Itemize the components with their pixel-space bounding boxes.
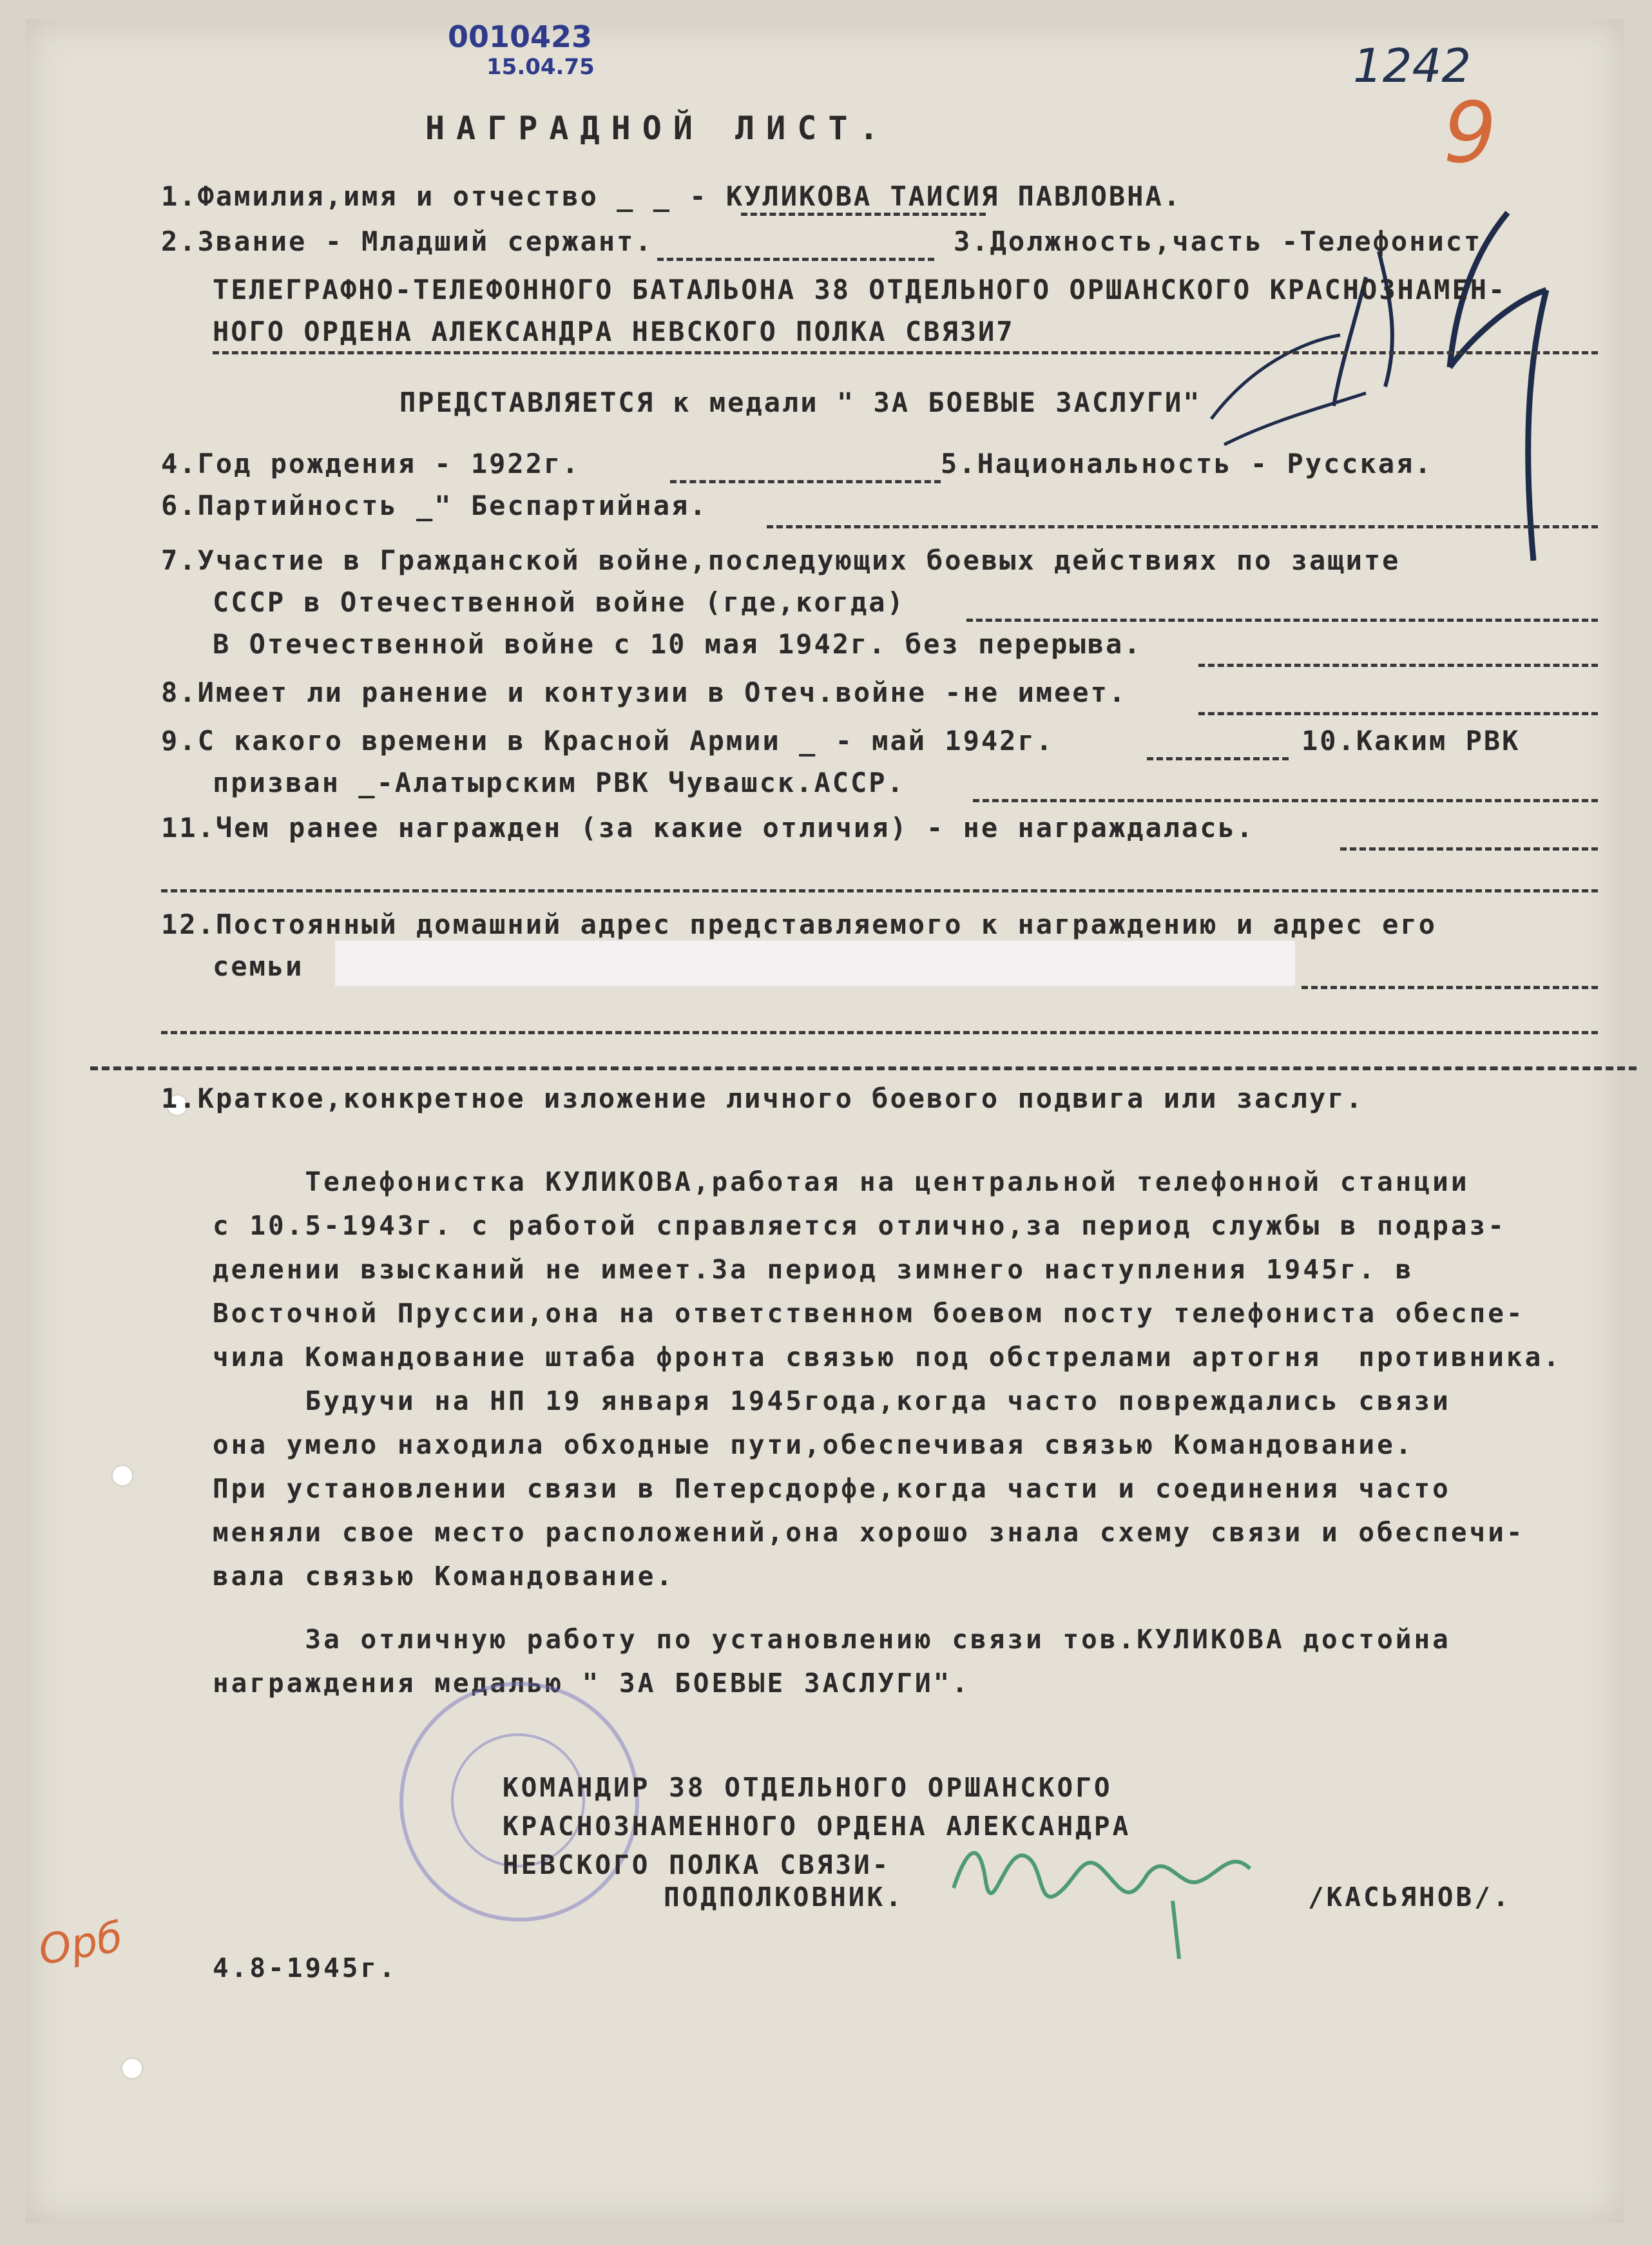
dash-line bbox=[1301, 986, 1598, 989]
archive-code: 0010423 bbox=[448, 19, 593, 54]
field-7-answer: В Отечественной войне с 10 мая 1942г. без перерыва. bbox=[213, 628, 1142, 660]
narrative-line: делении взысканий не имеет.За период зимнего наступления 1945г. в bbox=[213, 1254, 1414, 1285]
field-10-answer: призван _-Алатырским РВК Чувашск.АССР. bbox=[213, 767, 905, 798]
page-title: НАГРАДНОЙ ЛИСТ. bbox=[425, 110, 890, 147]
field-11: 11.Чем ранее награжден (за какие отличия) - не награждалась. bbox=[161, 812, 1255, 843]
narrative bbox=[213, 1166, 1562, 1604]
field-1: 1.Фамилия,имя и отчество _ _ - КУЛИКОВА ТАИСИЯ ПАВЛОВНА. bbox=[161, 180, 1182, 212]
narrative-line: Будучи на НП 19 января 1945года,когда часто повреждались связи bbox=[213, 1385, 1451, 1416]
dash-line bbox=[670, 480, 941, 483]
narrative-line: При установлении связи в Петерсдорфе,когда части и соединения часто bbox=[213, 1473, 1451, 1504]
field-12-cont: семьи bbox=[213, 950, 304, 982]
commander-title-3: НЕВСКОГО ПОЛКА СВЯЗИ- bbox=[503, 1849, 891, 1880]
dash-line bbox=[1340, 847, 1598, 851]
award-sheet bbox=[26, 19, 1624, 2223]
field-2: 2.Звание - Младший сержант. bbox=[161, 226, 653, 257]
dash-line bbox=[1198, 664, 1598, 667]
field-6: 6.Партийность _" Беспартийная. bbox=[161, 490, 708, 521]
redacted-address bbox=[335, 941, 1295, 986]
commander-name: /КАСЬЯНОВ/. bbox=[1308, 1882, 1512, 1913]
narrative-line: чила Командование штаба фронта связью под обстрелами артогня противника. bbox=[213, 1342, 1562, 1373]
narrative-line: вала связью Командование. bbox=[213, 1561, 675, 1592]
narrative-line: с 10.5-1943г. с работой справляется отлично,за период службы в подраз- bbox=[213, 1210, 1506, 1241]
punch-hole bbox=[122, 2059, 142, 2078]
margin-note: 9 bbox=[1443, 84, 1497, 182]
commander-title-1: КОМАНДИР 38 ОТДЕЛЬНОГО ОРШАНСКОГО bbox=[503, 1772, 1113, 1803]
narrative-line: она умело находила обходные пути,обеспечивая связью Командование. bbox=[213, 1429, 1414, 1460]
conclusion-line: За отличную работу по установлению связи тов.КУЛИКОВА достойна bbox=[213, 1624, 1451, 1655]
signature bbox=[928, 1811, 1314, 1965]
archive-date: 15.04.75 bbox=[486, 54, 595, 80]
field-10: 10.Каким РВК bbox=[1301, 725, 1521, 756]
dash-line bbox=[966, 619, 1598, 622]
field-7-cont: СССР в Отечественной войне (где,когда) bbox=[213, 586, 905, 618]
document-date: 4.8-1945г. bbox=[213, 1952, 398, 1983]
dash-line bbox=[90, 1066, 1637, 1070]
dash-line bbox=[741, 213, 986, 216]
field-4: 4.Год рождения - 1922г. bbox=[161, 448, 581, 479]
dash-line bbox=[1198, 712, 1598, 715]
punch-hole bbox=[113, 1466, 132, 1485]
field-7: 7.Участие в Гражданской войне,последующих боевых действиях по защите bbox=[161, 544, 1401, 576]
field-3: 3.Должность,часть -Телефонист bbox=[954, 226, 1483, 257]
handwritten-number: 1242 bbox=[1353, 39, 1472, 93]
presented-for: ПРЕДСТАВЛЯЕТСЯ к медали " ЗА БОЕВЫЕ ЗАСЛУГИ" bbox=[399, 387, 1202, 418]
dash-line bbox=[161, 889, 1598, 892]
field-12: 12.Постоянный домашний адрес представляемого к награждению и адрес его bbox=[161, 909, 1437, 940]
dash-line bbox=[973, 799, 1598, 802]
dash-line bbox=[657, 258, 934, 261]
dash-line bbox=[161, 1031, 1598, 1034]
field-5: 5.Национальность - Русская. bbox=[941, 448, 1433, 479]
narrative-line: Телефонистка КУЛИКОВА,работая на центральной телефонной станции bbox=[213, 1166, 1470, 1197]
conclusion-line: награждения медалью " ЗА БОЕВЫЕ ЗАСЛУГИ". bbox=[213, 1668, 971, 1699]
dash-line bbox=[767, 525, 1598, 528]
margin-note-left: Орб bbox=[35, 1913, 126, 1975]
narrative-line: Восточной Пруссии,она на ответственном боевом посту телефониста обеспе- bbox=[213, 1298, 1525, 1329]
commander-rank: ПОДПОЛКОВНИК. bbox=[664, 1882, 904, 1913]
section-heading: 1.Краткое,конкретное изложение личного боевого подвига или заслуг. bbox=[161, 1083, 1364, 1114]
commander-title-2: КРАСНОЗНАМЕННОГО ОРДЕНА АЛЕКСАНДРА bbox=[503, 1811, 1131, 1842]
conclusion bbox=[213, 1624, 1451, 1711]
archive-mark bbox=[448, 19, 595, 80]
dash-line bbox=[213, 351, 1598, 354]
field-3-cont: ТЕЛЕГРАФНО-ТЕЛЕФОННОГО БАТАЛЬОНА 38 ОТДЕЛЬНОГО ОРШАНСКОГО КРАСНОЗНАМЕН- bbox=[213, 274, 1507, 305]
dash-line bbox=[1147, 757, 1289, 760]
field-3-cont2: НОГО ОРДЕНА АЛЕКСАНДРА НЕВСКОГО ПОЛКА СВЯЗИ7 bbox=[213, 316, 1015, 347]
field-8: 8.Имеет ли ранение и контузии в Отеч.войне -не имеет. bbox=[161, 677, 1128, 708]
field-9: 9.С какого времени в Красной Армии _ - май 1942г. bbox=[161, 725, 1055, 756]
narrative-line: меняли свое место расположений,она хорошо знала схему связи и обеспечи- bbox=[213, 1517, 1525, 1548]
